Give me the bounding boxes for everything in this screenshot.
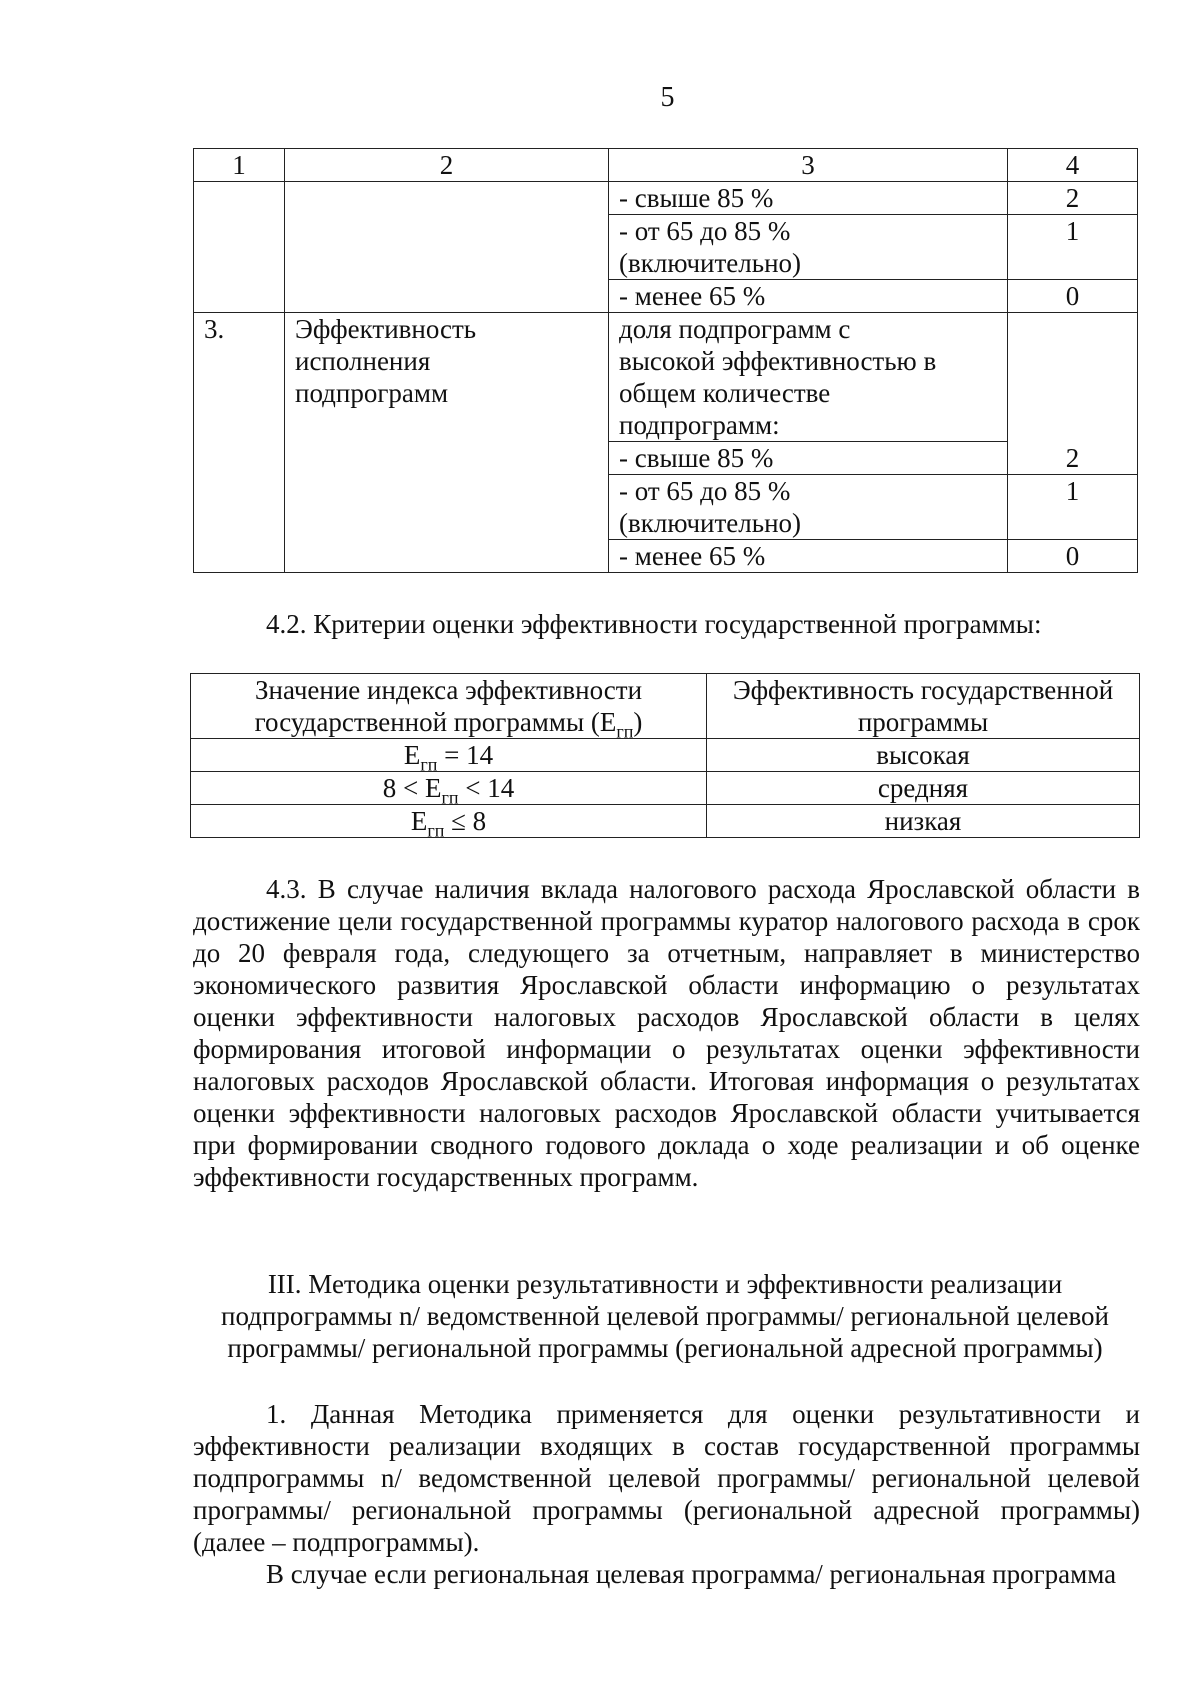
- indicator-line: доля подпрограмм с: [619, 314, 851, 344]
- indicator-cell: [609, 313, 1008, 442]
- header-line: государственной программы (E: [254, 707, 617, 737]
- table-row: [191, 805, 1140, 838]
- condition-cell: [609, 475, 1008, 540]
- score-cell: 1: [1008, 475, 1138, 540]
- empty-cell: [285, 182, 609, 313]
- section-title-iii: [190, 1268, 1140, 1364]
- header-cell: 4: [1008, 149, 1138, 182]
- criterion-line: Эффективность: [295, 314, 477, 344]
- index-symbol: 8 < E: [382, 773, 442, 803]
- condition-cell: [609, 215, 1008, 280]
- criteria-table: [193, 148, 1138, 573]
- table-row: [191, 739, 1140, 772]
- score-cell: 2: [1008, 313, 1138, 475]
- level-cell: высокая: [707, 739, 1140, 772]
- level-cell: средняя: [707, 772, 1140, 805]
- score-cell: 2: [1008, 182, 1138, 215]
- header-cell: 2: [285, 149, 609, 182]
- condition-cell: - менее 65 %: [609, 280, 1008, 313]
- criterion-line: исполнения: [295, 346, 431, 376]
- header-line: Значение индекса эффективности: [254, 675, 643, 705]
- criterion-line: подпрограмм: [295, 378, 449, 408]
- page-number: 5: [660, 82, 675, 113]
- section-heading-4-2: 4.2. Критерии оценки эффективности государственной программы:: [266, 609, 1042, 639]
- header-cell: [191, 674, 707, 742]
- condition-cell: - свыше 85 %: [609, 442, 1008, 475]
- condition-line: (включительно): [619, 248, 802, 278]
- score-cell: 0: [1008, 540, 1138, 573]
- header-cell: [707, 674, 1140, 739]
- section-title-line: подпрограммы n/ ведомственной целевой программы/ региональной целевой: [221, 1301, 1109, 1331]
- indicator-line: высокой эффективностью в: [619, 346, 937, 376]
- indicator-line: общем количестве: [619, 378, 831, 408]
- section-title-line: программы/ региональной программы (региональной адресной программы): [227, 1333, 1103, 1363]
- header-cell: 3: [609, 149, 1008, 182]
- index-cell: [191, 772, 707, 808]
- condition-line: - от 65 до 85 %: [619, 216, 791, 246]
- empty-cell: [194, 182, 285, 313]
- condition-cell: - менее 65 %: [609, 540, 1008, 573]
- paragraph-1: 1. Данная Методика применяется для оценки результативности и эффективности реализации входящих в состав государственной программы подпрограммы n/ ведомственной целевой программы/ региональной целевой программы/ региональной программы (региональной адресной программы) (далее – подпрограммы).: [193, 1399, 1140, 1557]
- table-row: [194, 313, 1138, 442]
- header-line: программы: [857, 707, 989, 737]
- header-line: ): [633, 707, 643, 737]
- table-header-row: [191, 674, 1140, 739]
- header-cell: 1: [194, 149, 285, 182]
- score-cell: 0: [1008, 280, 1138, 313]
- row-number-cell: 3.: [194, 313, 285, 573]
- subscript: гп: [441, 787, 459, 808]
- subscript: гп: [427, 820, 445, 841]
- indicator-line: подпрограмм:: [619, 410, 780, 440]
- index-symbol: E: [410, 806, 428, 836]
- table-header-row: [194, 149, 1138, 182]
- table-row: [194, 182, 1138, 215]
- condition-line: (включительно): [619, 508, 802, 538]
- score-cell: 1: [1008, 215, 1138, 280]
- paragraph-4-3: 4.3. В случае наличия вклада налогового расхода Ярославской области в достижение цели государственной программы куратор налогового расхода в срок до 20 февраля года, следующего за отчетным, направляет в министерство экономического развития Ярославской области информацию о результатах оценки эффективности налоговых расходов Ярославской области в целях формирования итоговой информации о результатах оценки эффективности налоговых расходов Ярославской области. Итоговая информация о результатах оценки эффективности налоговых расходов Ярославской области учитывается при формировании сводного годового доклада о ходе реализации и об оценке эффективности государственных программ.: [193, 874, 1140, 1192]
- index-cell: [191, 805, 707, 841]
- index-condition: = 14: [437, 740, 494, 770]
- index-symbol: E: [403, 740, 421, 770]
- criterion-cell: [285, 313, 609, 573]
- condition-cell: - свыше 85 %: [609, 182, 1008, 215]
- efficiency-table: [190, 673, 1140, 841]
- table-row: [191, 772, 1140, 805]
- subscript: гп: [616, 721, 634, 742]
- index-condition: < 14: [458, 773, 515, 803]
- header-line: Эффективность государственной: [732, 675, 1114, 705]
- section-title-line: III. Методика оценки результативности и эффективности реализации: [267, 1269, 1063, 1299]
- paragraph-continuation: В случае если региональная целевая программа/ региональная программа: [266, 1559, 1117, 1589]
- index-condition: ≤ 8: [444, 806, 487, 836]
- index-cell: [191, 739, 707, 775]
- level-cell: низкая: [707, 805, 1140, 838]
- condition-line: - от 65 до 85 %: [619, 476, 791, 506]
- subscript: гп: [420, 754, 438, 775]
